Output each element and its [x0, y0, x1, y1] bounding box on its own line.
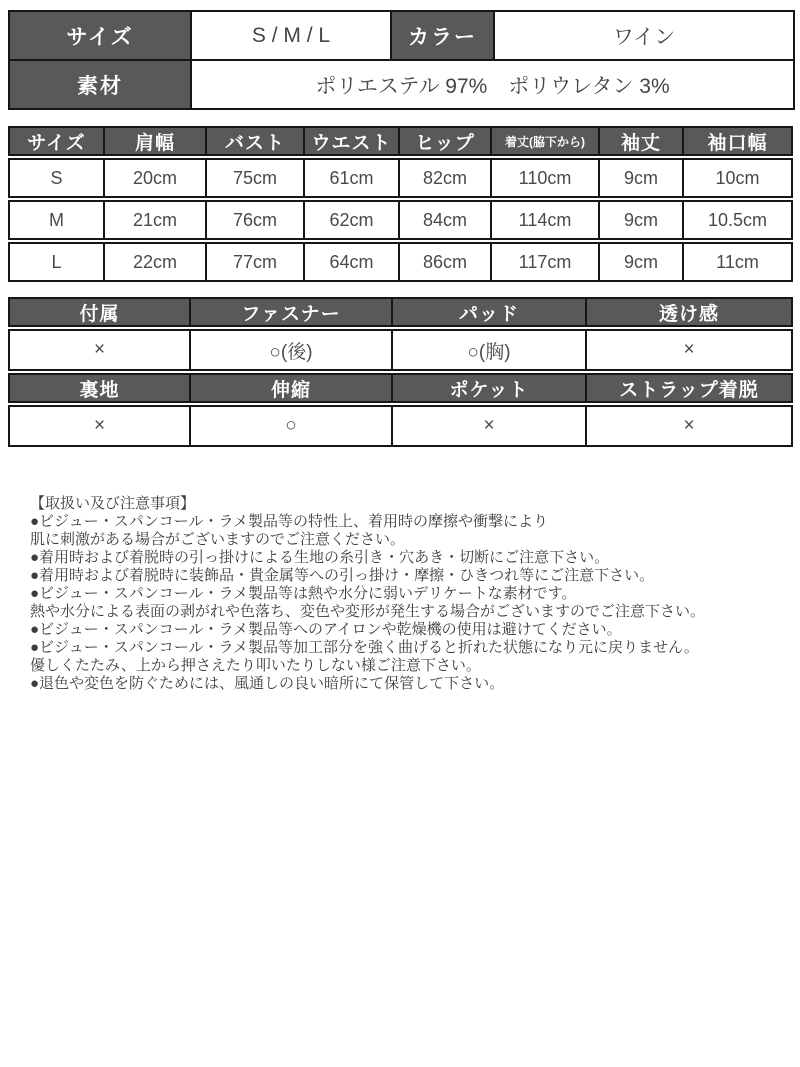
pocket-value: ×	[393, 407, 587, 445]
care-note-line: 肌に刺激がある場合がございますのでご注意ください。	[30, 531, 406, 548]
strap-header: ストラップ着脱	[587, 375, 791, 401]
stretch-header: 伸縮	[191, 375, 393, 401]
color-value: ワイン	[494, 11, 794, 60]
sheerness-value: ×	[683, 339, 695, 360]
cell-length: 114cm	[492, 202, 600, 238]
cell-length: 117cm	[492, 244, 600, 280]
size-row-l	[8, 242, 793, 282]
color-label: カラー	[391, 11, 494, 60]
care-notes-title: 【取扱い及び注意事項】	[30, 495, 196, 512]
cell-sleeve: 9cm	[600, 202, 684, 238]
cell-sleeve: 9cm	[600, 244, 684, 280]
size-value: S / M / L	[191, 11, 391, 60]
pad-value: ○(胸)	[393, 331, 587, 369]
care-note-line: 熱や水分による表面の剥がれや色落ち、変色や変形が発生する場合がございますのでご注意下さい。	[30, 603, 706, 620]
cell-hip: 86cm	[400, 244, 492, 280]
cell-bust: 77cm	[207, 244, 305, 280]
cell-hip: 82cm	[400, 160, 492, 196]
strap-value: ×	[683, 415, 695, 436]
cell-shoulder: 20cm	[105, 160, 207, 196]
cell-waist: 61cm	[305, 160, 400, 196]
cell-cuff: 10.5cm	[707, 209, 768, 230]
length-col-header: 着丈(脇下から)	[492, 128, 600, 154]
cell-waist: 64cm	[305, 244, 400, 280]
info-row-size-color	[9, 11, 794, 60]
size-table-header-row	[8, 126, 793, 156]
stretch-value: ○	[191, 407, 393, 445]
cell-shoulder: 21cm	[105, 202, 207, 238]
shoulder-col-header: 肩幅	[105, 128, 207, 154]
feature-spec-table	[8, 297, 793, 447]
care-note-line: ●ビジュー・スパンコール・ラメ製品等は熱や水分に弱いデリケートな素材です。	[30, 585, 577, 602]
cell-shoulder: 22cm	[105, 244, 207, 280]
cell-bust: 75cm	[207, 160, 305, 196]
size-col-header: サイズ	[10, 128, 105, 154]
cell-sleeve: 9cm	[600, 160, 684, 196]
size-row-s	[8, 158, 793, 198]
material-value: ポリエステル 97% ポリウレタン 3%	[191, 60, 794, 109]
care-note-line: ●退色や変色を防ぐためには、風通しの良い暗所にて保管して下さい。	[30, 675, 505, 692]
care-note-line: ●ビジュー・スパンコール・ラメ製品等の特性上、着用時の摩擦や衝撃により	[30, 513, 549, 530]
pad-header: パッド	[393, 299, 587, 325]
hip-col-header: ヒップ	[400, 128, 492, 154]
cell-size: S	[10, 160, 105, 196]
care-note-line: ●ビジュー・スパンコール・ラメ製品等へのアイロンや乾燥機の使用は避けてください。	[30, 621, 622, 638]
sleeve-length-col-header: 袖丈	[600, 128, 684, 154]
care-note-line: ●着用時および着脱時に装飾品・貴金属等への引っ掛け・摩擦・ひきつれ等にご注意下さい。	[30, 567, 655, 584]
cell-hip: 84cm	[400, 202, 492, 238]
cell-cuff: 10cm	[715, 167, 760, 188]
info-row-material	[9, 60, 794, 109]
material-label: 素材	[9, 60, 191, 109]
size-label: サイズ	[9, 11, 191, 60]
lining-header: 裏地	[10, 375, 191, 401]
product-info-table	[8, 10, 795, 110]
size-row-m	[8, 200, 793, 240]
accessory-header: 付属	[10, 299, 191, 325]
spec-value-row-1	[8, 329, 793, 371]
care-notes	[8, 495, 793, 693]
cell-cuff: 11cm	[716, 251, 759, 272]
pocket-header: ポケット	[393, 375, 587, 401]
bust-col-header: バスト	[207, 128, 305, 154]
care-note-line: ●着用時および着脱時の引っ掛けによる生地の糸引き・穴あき・切断にご注意下さい。	[30, 549, 610, 566]
cell-bust: 76cm	[207, 202, 305, 238]
care-note-line: ●ビジュー・スパンコール・ラメ製品等加工部分を強く曲げると折れた状態になり元に戻りません。	[30, 639, 699, 656]
cell-size: L	[10, 244, 105, 280]
cell-size: M	[10, 202, 105, 238]
fastener-value: ○(後)	[191, 331, 393, 369]
accessory-value: ×	[10, 331, 191, 369]
cuff-width-col-header: 袖口幅	[684, 128, 791, 154]
lining-value: ×	[10, 407, 191, 445]
spec-header-row-1	[8, 297, 793, 327]
fastener-header: ファスナー	[191, 299, 393, 325]
spec-value-row-2	[8, 405, 793, 447]
waist-col-header: ウエスト	[305, 128, 400, 154]
care-note-line: 優しくたたみ、上から押さえたり叩いたりしない様ご注意下さい。	[30, 657, 481, 674]
sheerness-header: 透け感	[587, 299, 791, 325]
cell-waist: 62cm	[305, 202, 400, 238]
spec-header-row-2	[8, 373, 793, 403]
size-measurement-table	[8, 126, 793, 282]
cell-length: 110cm	[492, 160, 600, 196]
